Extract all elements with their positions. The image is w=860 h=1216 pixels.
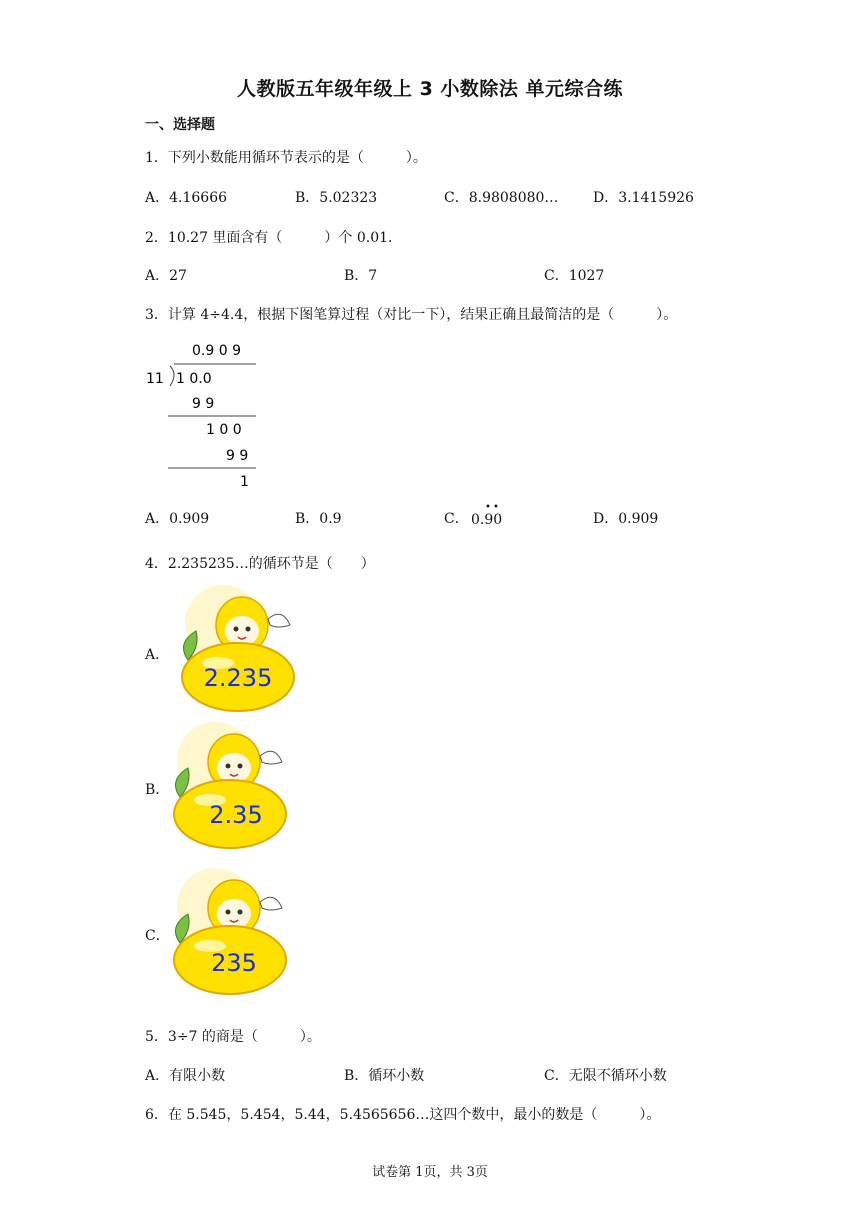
q1-option-a[interactable]: A．4.16666	[145, 190, 228, 206]
question-3: 3．计算 4÷4.4，根据下图笔算过程（对比一下），结果正确且最简洁的是（ ）。	[145, 307, 678, 323]
q4-option-a[interactable]: A．	[145, 647, 170, 663]
q5-option-a[interactable]: A．有限小数	[145, 1068, 226, 1084]
q3-option-d[interactable]: D．0.909	[593, 511, 659, 527]
q5-option-b[interactable]: B．循环小数	[344, 1068, 425, 1084]
q4-option-c[interactable]: C．	[145, 928, 170, 944]
lemon-value-a: 2.235	[203, 664, 273, 692]
lemon-value-c: 235	[211, 949, 257, 977]
q1-option-c[interactable]: C．8.9808080…	[444, 190, 559, 206]
division-step-1: 9 9	[192, 396, 215, 412]
question-2: 2．10.27 里面含有（ ）个 0.01．	[145, 230, 403, 246]
q2-option-c[interactable]: C．1027	[544, 268, 605, 284]
q5-option-c[interactable]: C．无限不循环小数	[544, 1068, 667, 1084]
question-1: 1．下列小数能用循环节表示的是（ ）。	[145, 150, 427, 166]
q2-option-b[interactable]: B．7	[344, 268, 378, 284]
division-remainder: 1	[240, 474, 249, 490]
lemon-image-a	[178, 585, 328, 713]
division-divisor: 11	[146, 371, 164, 387]
question-5: 5．3÷7 的商是（ ）。	[145, 1029, 321, 1045]
section-heading: 一、选择题	[145, 117, 215, 133]
q4-option-b[interactable]: B．	[145, 782, 170, 798]
q1-option-b[interactable]: B．5.02323	[295, 190, 378, 206]
q3-option-a[interactable]: A．0.909	[145, 511, 210, 527]
page-footer: 试卷第 1页，共 3页	[372, 1165, 488, 1180]
repeating-decimal: 0.90	[471, 512, 503, 528]
lemon-image-c	[170, 868, 320, 996]
long-division-figure	[144, 338, 262, 496]
q3-option-b[interactable]: B．0.9	[295, 511, 342, 527]
division-quotient: 0.9 0 9	[192, 343, 241, 359]
page-title: 人教版五年级年级上 3 小数除法 单元综合练	[236, 78, 624, 100]
question-6: 6．在 5.545，5.454，5.44，5.4565656…这四个数中，最小的数是（ ）。	[145, 1107, 661, 1123]
division-step-2: 1 0 0	[206, 422, 242, 438]
q1-option-d[interactable]: D．3.1415926	[593, 190, 694, 206]
division-step-3: 9 9	[226, 448, 249, 464]
q3-option-c[interactable]: C．	[444, 511, 469, 527]
q3-option-c-value: 0.90 • •	[471, 502, 503, 528]
division-dividend: 1 0.0	[176, 371, 212, 387]
question-4: 4．2.235235…的循环节是（ ）	[145, 556, 375, 572]
q2-option-a[interactable]: A．27	[145, 268, 187, 284]
lemon-image-b	[170, 722, 320, 850]
lemon-value-b: 2.35	[209, 801, 263, 829]
